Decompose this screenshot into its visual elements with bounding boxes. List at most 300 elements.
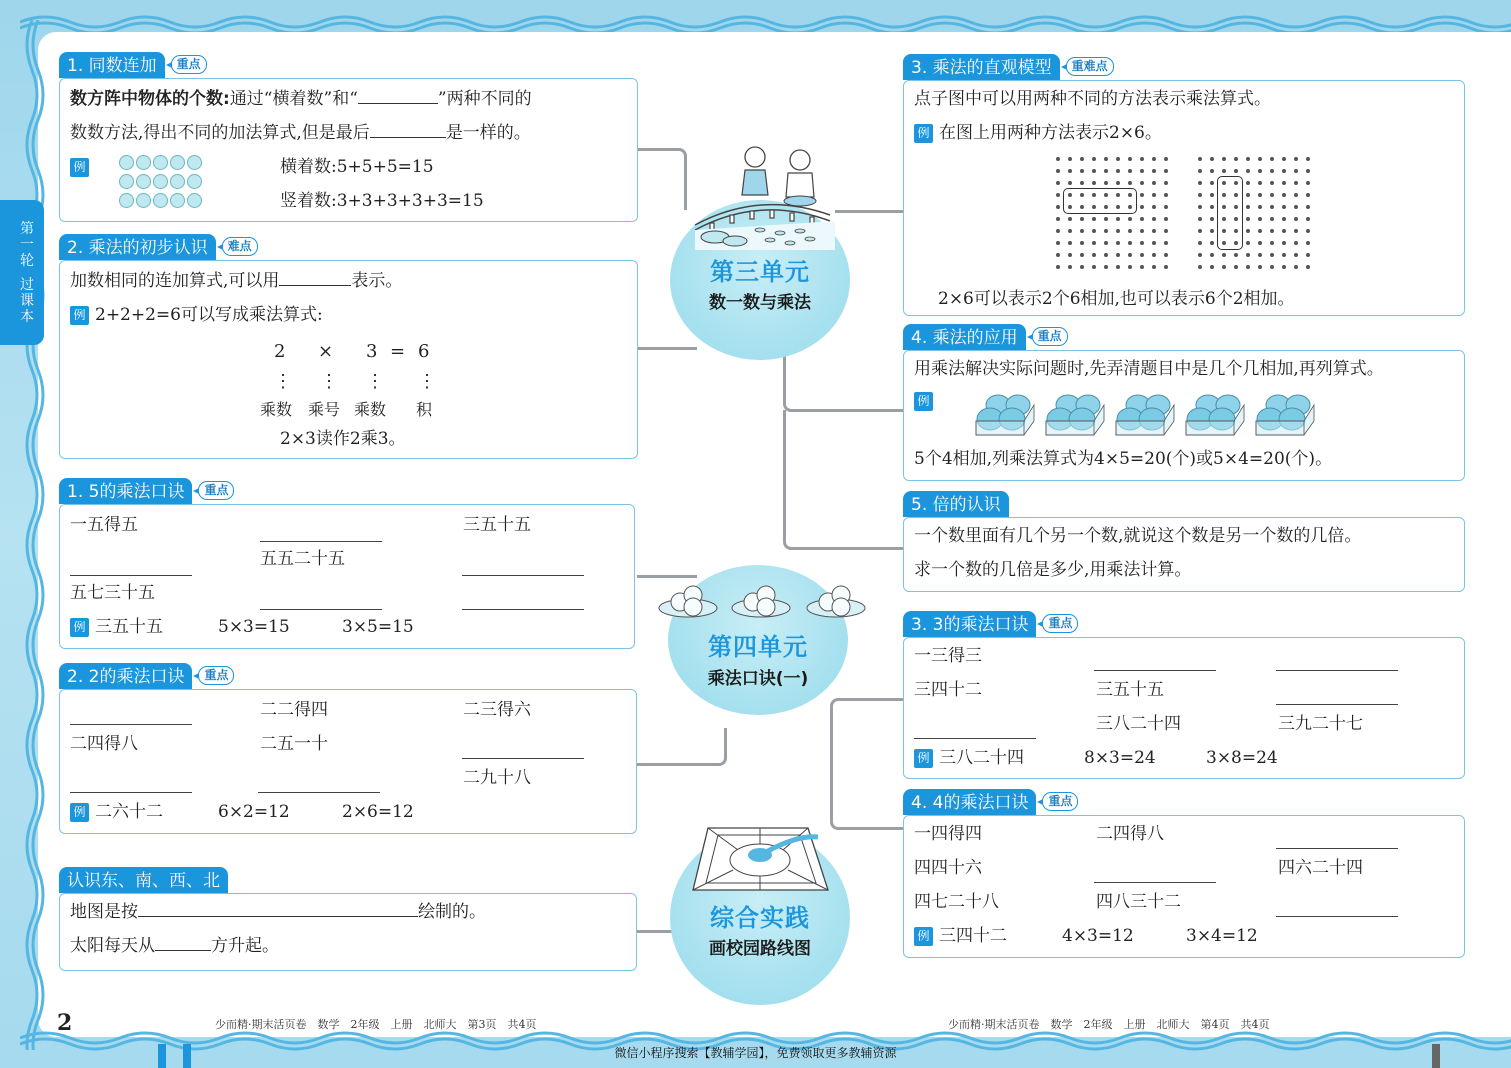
term-label: 乘数 <box>260 400 293 419</box>
grid-dot <box>1222 265 1226 269</box>
rhyme-cell: 四六二十四 <box>1278 858 1363 878</box>
key-point-badge: 重点 <box>1042 614 1078 633</box>
grid-dot <box>1246 229 1250 233</box>
grid-dot <box>1056 253 1060 257</box>
grid-dot <box>1152 205 1156 209</box>
fill-blank[interactable] <box>462 758 584 759</box>
example-tag: 例 <box>70 158 89 177</box>
example-equation: 3×4=12 <box>1186 926 1258 946</box>
fill-blank[interactable] <box>1276 916 1398 917</box>
vertical-dots: ⋮ <box>418 371 436 392</box>
grid-dot <box>1198 157 1202 161</box>
panel-title: 4. 乘法的应用 <box>903 324 1026 350</box>
fill-blank[interactable] <box>1276 848 1398 849</box>
example-tag: 例 <box>914 927 933 946</box>
rhyme-cell: 一三得三 <box>914 646 982 666</box>
fill-blank[interactable] <box>462 575 584 576</box>
grid-dot <box>1152 181 1156 185</box>
panel-body <box>903 637 1465 779</box>
children-by-pond-illustration <box>690 135 840 250</box>
panel-body <box>59 78 638 222</box>
example-text: 2+2+2=6可以写成乘法算式: <box>95 305 323 325</box>
promo-text: 微信小程序搜索【教辅学园】，免费领取更多教辅资源 <box>614 1046 897 1060</box>
example-equation: 6×2=12 <box>218 802 290 822</box>
grid-dot <box>1258 205 1262 209</box>
grid-dot <box>1128 217 1132 221</box>
grid-dot <box>1246 157 1250 161</box>
grid-dot <box>1128 169 1132 173</box>
grid-dot <box>1152 193 1156 197</box>
grid-dot <box>1116 229 1120 233</box>
panel-title: 2. 2的乘法口诀 <box>59 663 192 689</box>
grid-dot <box>1080 169 1084 173</box>
grid-dot <box>1234 157 1238 161</box>
grid-dot <box>1210 169 1214 173</box>
grid-dot <box>1282 265 1286 269</box>
example-rhyme: 二六十二 <box>95 802 163 822</box>
grid-dot <box>1210 157 1214 161</box>
grid-dot <box>1140 181 1144 185</box>
grid-dot <box>1306 193 1310 197</box>
fill-blank[interactable] <box>462 609 584 610</box>
panel-title: 4. 4的乘法口诀 <box>903 789 1036 815</box>
grid-dot <box>1056 229 1060 233</box>
grid-dot <box>1092 253 1096 257</box>
grid-dot <box>1068 241 1072 245</box>
footer-right-info: 少而精·期末活页卷 数学 2年级 上册 北师大 第4页 共4页 <box>948 1018 1270 1031</box>
key-point-badge: 重点 <box>171 55 207 74</box>
rhyme-cell: 四四十六 <box>914 858 982 878</box>
grid-dot <box>1306 205 1310 209</box>
grid-dot <box>1140 229 1144 233</box>
fill-blank[interactable] <box>1094 670 1216 671</box>
side-tab-char: 第 <box>20 220 34 237</box>
grid-dot <box>1282 193 1286 197</box>
grid-dot <box>1152 217 1156 221</box>
grid-dot <box>1056 181 1060 185</box>
grid-dot <box>1258 157 1262 161</box>
grid-dot <box>1246 205 1250 209</box>
grid-dot <box>1270 193 1274 197</box>
panel-body <box>59 260 638 459</box>
concept-label: 数方阵中物体的个数: <box>70 89 230 109</box>
grid-dot <box>1068 265 1072 269</box>
vertical-dots: ⋮ <box>274 371 292 392</box>
example-tag: 例 <box>914 124 933 143</box>
grid-dot <box>1210 193 1214 197</box>
text: 点子图中可以用两种不同的方法表示乘法算式。 <box>914 89 1271 109</box>
grid-dot <box>1222 169 1226 173</box>
grid-dot <box>1116 169 1120 173</box>
grid-dot <box>1092 157 1096 161</box>
grid-dot <box>1128 229 1132 233</box>
panel-title: 1. 5的乘法口诀 <box>59 478 192 504</box>
grid-dot <box>1056 265 1060 269</box>
grid-dot <box>1246 169 1250 173</box>
grid-dot <box>1294 181 1298 185</box>
fill-blank[interactable] <box>1094 882 1216 883</box>
grid-dot <box>1116 241 1120 245</box>
multiplier: 3 <box>366 341 378 362</box>
grid-dot <box>1258 169 1262 173</box>
conclusion-text: 5个4相加,列乘法算式为4×5=20(个)或5×4=20(个)。 <box>914 449 1333 469</box>
rhyme-cell: 二九十八 <box>463 768 531 788</box>
cabbage-box-icon <box>1114 391 1176 437</box>
grid-dot <box>1246 181 1250 185</box>
grid-dot <box>1294 217 1298 221</box>
rhyme-cell: 五七三十五 <box>70 583 155 603</box>
rhyme-cell: 二五一十 <box>260 734 328 754</box>
panel-body <box>59 893 637 971</box>
unit-subtitle: 数一数与乘法 <box>709 293 811 313</box>
grid-dot <box>1164 169 1168 173</box>
grid-dot <box>1210 253 1214 257</box>
grid-dot <box>1306 181 1310 185</box>
grid-dot <box>1306 229 1310 233</box>
campus-map-illustration <box>688 825 838 895</box>
rhyme-cell: 一五得五 <box>70 515 138 535</box>
panel-multiplication-application <box>903 324 1465 481</box>
grid-dot <box>1152 241 1156 245</box>
grid-dot <box>1282 169 1286 173</box>
grid-dot <box>1080 241 1084 245</box>
grid-dot <box>1198 241 1202 245</box>
highlight-rectangle <box>1063 188 1137 214</box>
side-tab-char: 本 <box>20 308 34 325</box>
grid-dot <box>1270 265 1274 269</box>
key-point-badge: 重点 <box>1042 792 1078 811</box>
grid-dot <box>1152 157 1156 161</box>
grid-dot <box>1140 169 1144 173</box>
panel-times-concept <box>903 491 1465 592</box>
unit-title: 综合实践 <box>710 904 810 932</box>
rhyme-cell: 三九二十七 <box>1278 714 1363 734</box>
grid-dot <box>1282 157 1286 161</box>
example-equation: 2×6=12 <box>342 802 414 822</box>
text: 是一样的。 <box>445 123 531 143</box>
grid-dot <box>1080 157 1084 161</box>
panel-title: 认识东、南、西、北 <box>59 867 228 893</box>
grid-dot <box>1116 157 1120 161</box>
grid-dot <box>1222 157 1226 161</box>
grid-dot <box>1198 193 1202 197</box>
grid-dot <box>1306 217 1310 221</box>
connector-left-p3 <box>637 575 697 578</box>
fill-blank[interactable] <box>358 84 438 104</box>
grid-dot <box>1140 157 1144 161</box>
labels-row <box>260 393 450 423</box>
text: 一个数里面有几个另一个数,就说这个数是另一个数的几倍。 <box>914 526 1362 546</box>
dots-row <box>260 365 440 391</box>
connector-left-p4 <box>637 728 727 766</box>
row-count-text: 横着数:5+5+5=15 <box>280 157 434 177</box>
key-point-badge: 重点 <box>198 481 234 500</box>
side-tab-char: 轮 <box>20 252 34 269</box>
connector-right-p2-p3 <box>783 355 903 412</box>
grid-dot <box>1140 193 1144 197</box>
grid-dot <box>1104 265 1108 269</box>
panel-multiplication-intro <box>59 234 638 459</box>
rhyme-cell: 二三得六 <box>463 700 531 720</box>
grid-dot <box>1092 217 1096 221</box>
page-number: 2 <box>57 1010 73 1036</box>
grid-dot <box>1282 241 1286 245</box>
cabbage-boxes-illustration <box>974 391 1354 441</box>
grid-dot <box>1056 217 1060 221</box>
term-label: 积 <box>416 400 433 419</box>
grid-dot <box>1198 169 1202 173</box>
grid-dot <box>1056 205 1060 209</box>
conclusion-text: 2×6可以表示2个6相加,也可以表示6个2相加。 <box>938 289 1295 309</box>
grid-dot <box>1294 157 1298 161</box>
grid-dot <box>1128 241 1132 245</box>
grid-dot <box>1210 217 1214 221</box>
example-tag: 例 <box>70 306 89 325</box>
dot-grid-rows <box>1056 157 1176 277</box>
connector-right-p4 <box>830 698 903 830</box>
term-label: 乘号 <box>308 400 341 419</box>
wave-border-left <box>18 20 46 1050</box>
dot-grid-columns <box>1198 157 1318 277</box>
cabbage-box-icon <box>974 391 1036 437</box>
panel-body <box>59 504 635 649</box>
example-tag: 例 <box>914 749 933 768</box>
panel-body <box>59 689 637 834</box>
grid-dot <box>1152 169 1156 173</box>
panel-times-table-2 <box>59 663 637 834</box>
grid-dot <box>1270 253 1274 257</box>
grid-dot <box>1128 265 1132 269</box>
fill-blank[interactable] <box>260 609 382 610</box>
panel-body <box>903 517 1465 592</box>
grid-dot <box>1246 217 1250 221</box>
rhyme-cell: 五五二十五 <box>260 549 345 569</box>
grid-dot <box>1092 229 1096 233</box>
text: 数数方法,得出不同的加法算式,但是最后 <box>70 123 370 143</box>
fill-blank[interactable] <box>138 897 418 917</box>
grid-dot <box>1080 181 1084 185</box>
grid-dot <box>1222 253 1226 257</box>
grid-dot <box>1246 253 1250 257</box>
grid-dot <box>1104 169 1108 173</box>
grid-dot <box>1198 265 1202 269</box>
grid-dot <box>1282 205 1286 209</box>
rhyme-cell: 三五十五 <box>463 515 531 535</box>
panel-repeated-addition <box>59 52 638 222</box>
highlight-rectangle <box>1217 176 1243 250</box>
fill-blank[interactable] <box>260 541 382 542</box>
grid-dot <box>1152 253 1156 257</box>
rhyme-cell: 一四得四 <box>914 824 982 844</box>
fill-blank[interactable] <box>1276 670 1398 671</box>
grid-dot <box>1128 253 1132 257</box>
grid-dot <box>1306 265 1310 269</box>
example-tag: 例 <box>70 618 89 637</box>
panel-body <box>903 80 1465 316</box>
grid-dot <box>1210 229 1214 233</box>
grid-dot <box>1152 265 1156 269</box>
cabbage-box-icon <box>1184 391 1246 437</box>
fill-blank[interactable] <box>258 792 380 793</box>
grid-dot <box>1068 253 1072 257</box>
grid-dot <box>1246 193 1250 197</box>
rhyme-cell: 三五十五 <box>1096 680 1164 700</box>
grid-dot <box>1294 205 1298 209</box>
peaches-on-plates-illustration <box>658 580 868 620</box>
grid-dot <box>1152 229 1156 233</box>
grid-dot <box>1258 181 1262 185</box>
grid-dot <box>1270 181 1274 185</box>
footer-left-info: 少而精·期末活页卷 数学 2年级 上册 北师大 第3页 共4页 <box>215 1018 537 1031</box>
fill-blank[interactable] <box>279 266 351 286</box>
multiplicand: 2 <box>274 341 286 362</box>
side-tab-char: 课 <box>20 292 34 309</box>
example-equation: 5×3=15 <box>218 617 290 637</box>
grid-dot <box>1210 241 1214 245</box>
example-equation: 8×3=24 <box>1084 748 1156 768</box>
product: 6 <box>418 341 430 362</box>
grid-dot <box>1092 265 1096 269</box>
rhyme-cell: 三八二十四 <box>1096 714 1181 734</box>
panel-directions <box>59 867 637 971</box>
fill-blank[interactable] <box>70 724 192 725</box>
panel-title: 3. 3的乘法口诀 <box>903 611 1036 637</box>
panel-title: 1. 同数连加 <box>59 52 165 78</box>
grid-dot <box>1104 181 1108 185</box>
grid-dot <box>1234 253 1238 257</box>
grid-dot <box>1128 157 1132 161</box>
example-rhyme: 三四十二 <box>939 926 1007 946</box>
grid-dot <box>1164 265 1168 269</box>
example-tag: 例 <box>914 392 933 411</box>
grid-dot <box>1294 253 1298 257</box>
grid-dot <box>1198 229 1202 233</box>
fill-blank[interactable] <box>370 118 446 138</box>
grid-dot <box>1198 217 1202 221</box>
grid-dot <box>1104 217 1108 221</box>
grid-dot <box>1140 253 1144 257</box>
grid-dot <box>1164 157 1168 161</box>
fill-blank[interactable] <box>914 738 1036 739</box>
grid-dot <box>1210 265 1214 269</box>
panel-title: 2. 乘法的初步认识 <box>59 234 216 260</box>
text: 加数相同的连加算式,可以用 <box>70 271 280 291</box>
rhyme-cell: 四七二十八 <box>914 892 999 912</box>
grid-dot <box>1116 217 1120 221</box>
grid-dot <box>1068 217 1072 221</box>
grid-dot <box>1056 157 1060 161</box>
grid-dot <box>1234 265 1238 269</box>
grid-dot <box>1068 181 1072 185</box>
grid-dot <box>1210 181 1214 185</box>
grid-dot <box>1092 169 1096 173</box>
difficulty-badge: 难点 <box>222 237 258 256</box>
grid-dot <box>1294 241 1298 245</box>
grid-dot <box>1282 181 1286 185</box>
grid-dot <box>1068 169 1072 173</box>
grid-dot <box>1080 265 1084 269</box>
grid-dot <box>1116 253 1120 257</box>
cabbage-box-icon <box>1044 391 1106 437</box>
grid-dot <box>1104 229 1108 233</box>
grid-dot <box>1164 193 1168 197</box>
term-label: 乘数 <box>354 400 387 419</box>
grid-dot <box>1116 181 1120 185</box>
grid-dot <box>1164 217 1168 221</box>
grid-dot <box>1164 241 1168 245</box>
grid-dot <box>1270 205 1274 209</box>
grid-dot <box>1080 253 1084 257</box>
example-tag: 例 <box>70 803 89 822</box>
grid-dot <box>1270 169 1274 173</box>
key-point-badge: 重点 <box>1032 327 1068 346</box>
grid-dot <box>1164 181 1168 185</box>
panel-body <box>903 350 1465 481</box>
side-tab-char: 过 <box>20 276 34 293</box>
example-text: 在图上用两种方法表示2×6。 <box>939 123 1162 143</box>
grid-dot <box>1306 169 1310 173</box>
fill-blank[interactable] <box>70 575 192 576</box>
grid-dot <box>1306 241 1310 245</box>
unit-title: 第四单元 <box>708 633 808 661</box>
cabbage-box-icon <box>1254 391 1316 437</box>
fill-blank[interactable] <box>70 792 192 793</box>
panel-body <box>903 815 1465 958</box>
connector-right-p3 <box>783 410 903 550</box>
grid-dot <box>1104 241 1108 245</box>
grid-dot <box>1164 205 1168 209</box>
grid-dot <box>1092 181 1096 185</box>
column-count-text: 竖着数:3+3+3+3+3=15 <box>280 191 484 211</box>
side-tab-first-round <box>0 200 44 345</box>
reading-text: 2×3读作2乘3。 <box>280 429 406 449</box>
text: 用乘法解决实际问题时,先弄清题目中是几个几相加,再列算式。 <box>914 359 1384 379</box>
grid-dot <box>1258 253 1262 257</box>
text: ”两种不同的 <box>437 89 532 109</box>
grid-dot <box>1140 265 1144 269</box>
key-difficult-badge: 重难点 <box>1066 57 1114 76</box>
grid-dot <box>1270 229 1274 233</box>
grid-dot <box>1210 205 1214 209</box>
text: 太阳每天从 <box>70 936 155 956</box>
panel-title: 5. 倍的认识 <box>903 491 1009 517</box>
grid-dot <box>1164 229 1168 233</box>
grid-dot <box>1246 265 1250 269</box>
grid-dot <box>1056 241 1060 245</box>
fill-blank[interactable] <box>155 931 211 951</box>
grid-dot <box>1104 253 1108 257</box>
example-equation: 3×8=24 <box>1206 748 1278 768</box>
grid-dot <box>1294 265 1298 269</box>
panel-multiplication-model <box>903 54 1465 316</box>
connector-right-p1 <box>835 210 903 213</box>
grid-dot <box>1294 193 1298 197</box>
example-equation: 3×5=15 <box>342 617 414 637</box>
fill-blank[interactable] <box>1276 704 1398 705</box>
grid-dot <box>1306 157 1310 161</box>
panel-times-table-3 <box>903 611 1465 779</box>
grid-dot <box>1198 181 1202 185</box>
grid-dot <box>1164 253 1168 257</box>
grid-dot <box>1282 229 1286 233</box>
vertical-dots: ⋮ <box>320 371 338 392</box>
grid-dot <box>1080 217 1084 221</box>
times-sign: × <box>318 341 334 362</box>
grid-dot <box>1056 169 1060 173</box>
grid-dot <box>1282 253 1286 257</box>
key-point-badge: 重点 <box>198 666 234 685</box>
grid-dot <box>1270 241 1274 245</box>
